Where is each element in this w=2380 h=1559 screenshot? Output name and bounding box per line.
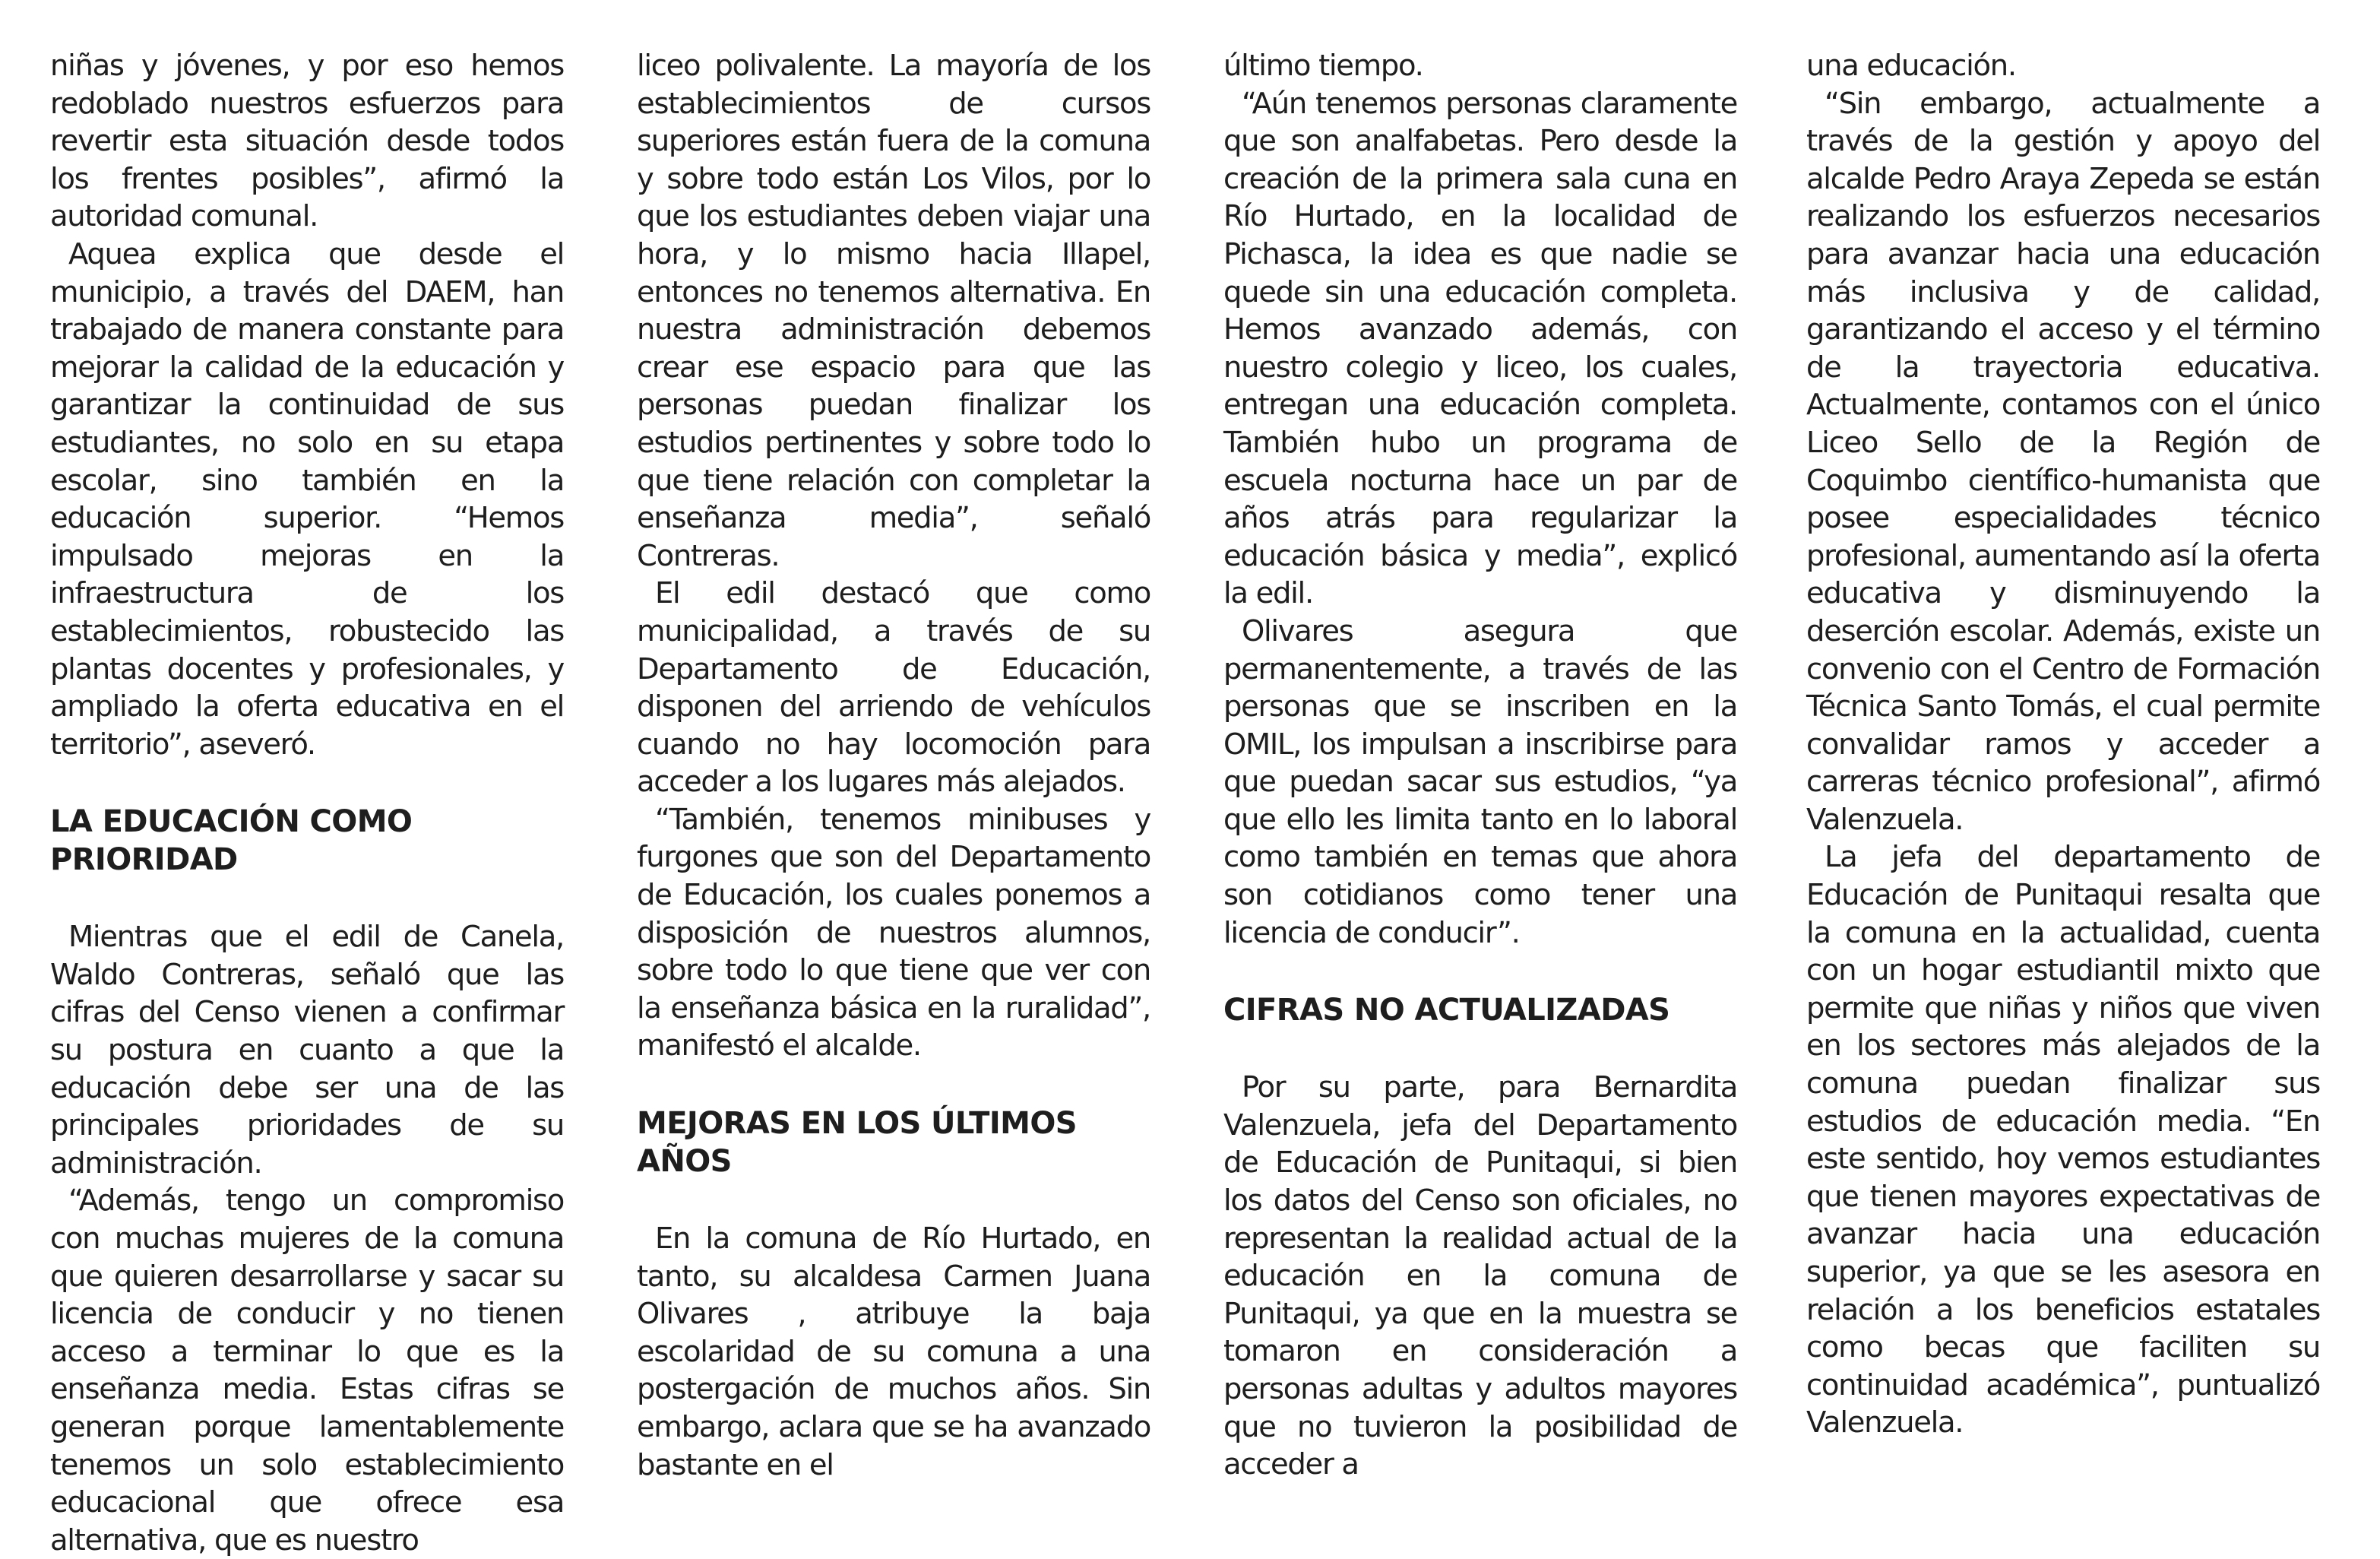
section-heading: LA EDUCACIÓN COMO PRIORIDAD bbox=[50, 804, 413, 878]
paragraph: niñas y jóvenes, y por eso hemos redoblado nuestros esfuerzos para revertir esta situación desde todos los frentes posibles”, afirmó la autoridad comunal. bbox=[50, 49, 564, 234]
paragraph: “Sin embargo, actualmente a través de la gestión y apoyo del alcalde Pedro Araya Zepeda se están realizando los esfuerzos necesarios para avanzar hacia una educación más inclusiva y de calidad, garantizando el acceso y el término de la trayectoria educativa. Actualmente, contamos con el único Liceo Sello de la Región de Coquimbo científico-humanista que posee especialidades técnico profesional, aumentando así la oferta educativa y disminuyendo la deserción escolar. Además, existe un convenio con el Centro de Formación Técnica Santo Tomás, el cual permite convalidar ramos y acceder a carreras técnico profesional”, afirmó Valenzuela. bbox=[1806, 86, 2320, 837]
paragraph: “También, tenemos minibuses y furgones que son del Departamento de Educación, los cuales ponemos a disposición de nuestros alumnos, sobre todo lo que tiene que ver con la enseñanza básica en la ruralidad”, manifestó el alcalde. bbox=[637, 802, 1150, 1063]
article-column-2 bbox=[637, 47, 1150, 1484]
paragraph: liceo polivalente. La mayoría de los establecimientos de cursos superiores están fuera de la comuna y sobre todo están Los Vilos, por lo que los estudiantes deben viajar una hora, y lo mismo hacia Illapel, entonces no tenemos alternativa. En nuestra administración debemos crear ese espacio para que las personas puedan finalizar los estudios pertinentes y sobre todo lo que tiene relación con completar la enseñanza media”, señaló Contreras. bbox=[637, 49, 1150, 573]
article-column-4 bbox=[1806, 47, 2320, 1442]
paragraph: último tiempo. bbox=[1223, 49, 1423, 83]
article-column-1 bbox=[50, 47, 564, 1559]
section-heading: MEJORAS EN LOS ÚLTIMOS AÑOS bbox=[637, 1106, 1077, 1180]
paragraph: En la comuna de Río Hurtado, en tanto, su alcaldesa Carmen Juana Olivares , atribuye la baja escolaridad de su comuna a una postergación de muchos años. Sin embargo, aclara que se ha avanzado bastante en el bbox=[637, 1222, 1150, 1482]
section-heading: CIFRAS NO ACTUALIZADAS bbox=[1223, 993, 1670, 1028]
paragraph: “Además, tengo un compromiso con muchas mujeres de la comuna que quieren desarrollarse y sacar su licencia de conducir y no tienen acceso a terminar lo que es la enseñanza media. Estas cifras se generan porque lamentablemente tenemos un solo establecimiento educacional que ofrece esa alternativa, que es nuestro bbox=[50, 1184, 564, 1557]
article-column-3 bbox=[1223, 47, 1737, 1484]
paragraph: una educación. bbox=[1806, 49, 2016, 83]
paragraph: El edil destacó que como municipalidad, a través de su Departamento de Educación, disponen del arriendo de vehículos cuando no hay locomoción para acceder a los lugares más alejados. bbox=[637, 576, 1150, 800]
paragraph: Aquea explica que desde el municipio, a través del DAEM, han trabajado de manera constante para mejorar la calidad de la educación y garantizar la continuidad de sus estudiantes, no solo en su etapa escolar, sino también en la educación superior. “Hemos impulsado mejoras en la infraestructura de los establecimientos, robustecido las plantas docentes y profesionales, y ampliado la oferta educativa en el territorio”, aseveró. bbox=[50, 236, 564, 762]
paragraph: Por su parte, para Bernardita Valenzuela, jefa del Departamento de Educación de Punitaqui, si bien los datos del Censo son oficiales, no representan la realidad actual de la educación en la comuna de Punitaqui, ya que en la muestra se tomaron en consideración a personas adultas y adultos mayores que no tuvieron la posibilidad de acceder a bbox=[1223, 1070, 1737, 1482]
paragraph: “Aún tenemos personas claramente que son analfabetas. Pero desde la creación de la primera sala cuna en Río Hurtado, en la localidad de Pichasca, la idea es que nadie se quede sin una educación completa. Hemos avanzado además, con nuestro colegio y liceo, los cuales, entregan una educación completa. También hubo un programa de escuela nocturna hace un par de años atrás para regularizar la educación básica y media”, explicó la edil. bbox=[1223, 86, 1737, 611]
paragraph: La jefa del departamento de Educación de Punitaqui resalta que la comuna en la actualidad, cuenta con un hogar estudiantil mixto que permite que niñas y niños que viven en los sectores más alejados de la comuna puedan finalizar sus estudios de educación media. “En este sentido, hoy vemos estudiantes que tienen mayores expectativas de avanzar hacia una educación superior, ya que se les asesora en relación a los beneficios estatales como becas que faciliten su continuidad académica”, puntualizó Valenzuela. bbox=[1806, 840, 2320, 1440]
paragraph: Olivares asegura que permanentemente, a través de las personas que se inscriben en la OMIL, los impulsan a inscribirse para que puedan sacar sus estudios, “ya que ello les limita tanto en lo laboral como también en temas que ahora son cotidianos como tener una licencia de conducir”. bbox=[1223, 613, 1737, 950]
paragraph: Mientras que el edil de Canela, Waldo Contreras, señaló que las cifras del Censo vienen a confirmar su postura en cuanto a que la educación debe ser una de las principales prioridades de su administración. bbox=[50, 920, 564, 1180]
